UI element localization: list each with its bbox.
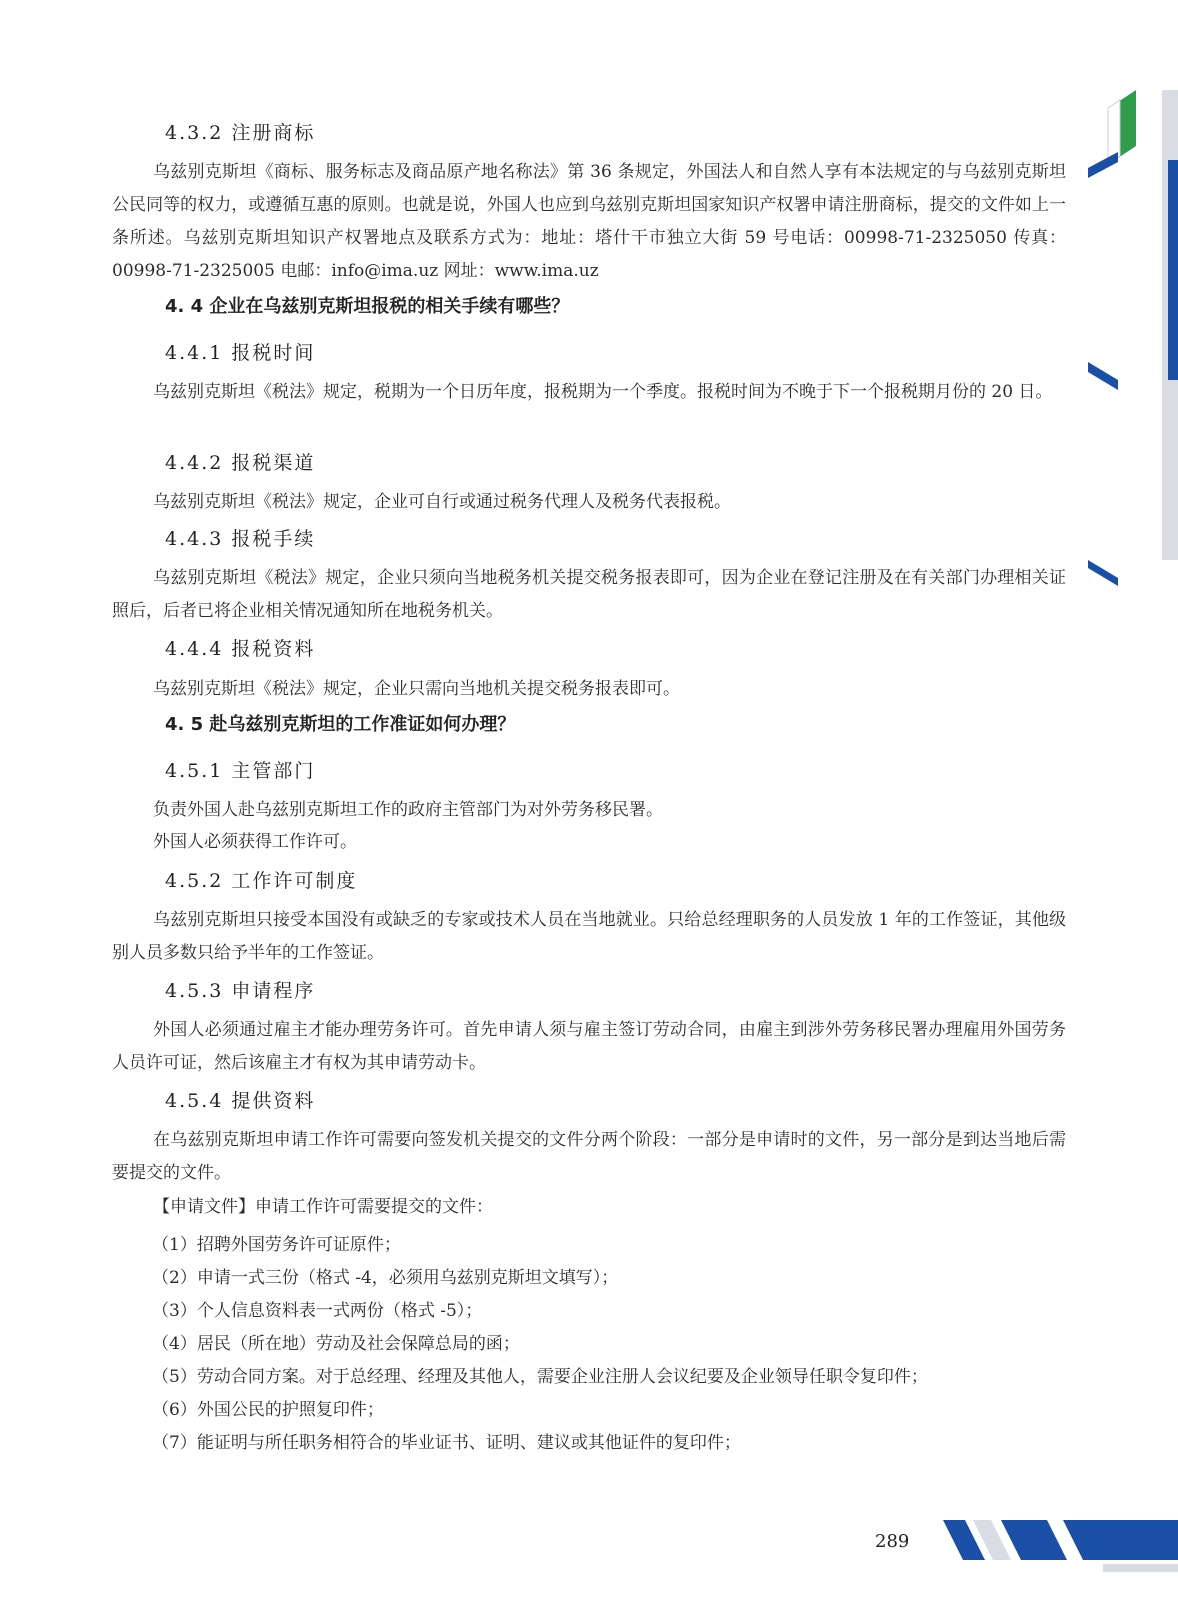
subheading-4-4-1: 4.4.1 报税时间 — [165, 342, 316, 364]
application-documents-intro: 【申请文件】申请工作许可需要提交的文件： — [153, 1197, 493, 1217]
paragraph-4-5-4: 在乌兹别克斯坦申请工作许可需要向签发机关提交的文件分两个阶段：一部分是申请时的文件，另一部分是到达当地后需要提交的文件。 — [112, 1130, 1066, 1183]
side-flag-green — [1118, 90, 1136, 158]
subheading-4-4-3: 4.4.3 报税手续 — [165, 528, 316, 550]
list-item-5: （5）劳动合同方案。对于总经理、经理及其他人，需要企业注册人会议纪要及企业领导任职令复印件； — [152, 1367, 928, 1387]
subheading-4-5-2: 4.5.2 工作许可制度 — [165, 870, 358, 892]
list-item-4: （4）居民（所在地）劳动及社会保障总局的函； — [152, 1334, 520, 1354]
side-slash-top — [1088, 152, 1118, 178]
paragraph-4-5-2: 乌兹别克斯坦只接受本国没有或缺乏的专家或技术人员在当地就业。只给总经理职务的人员发放 1 年的工作签证，其他级别人员多数只给予半年的工作签证。 — [112, 910, 1066, 963]
subheading-4-5-3: 4.5.3 申请程序 — [165, 980, 316, 1002]
list-item-7: （7）能证明与所任职务相符合的毕业证书、证明、建议或其他证件的复印件； — [152, 1433, 741, 1453]
list-item-1: （1）招聘外国劳务许可证原件； — [152, 1235, 401, 1255]
side-stripe-blue — [1168, 160, 1178, 380]
page-number: 289 — [875, 1531, 910, 1552]
side-slash-bottom — [1088, 560, 1118, 586]
subheading-4-4-4: 4.4.4 报税资料 — [165, 638, 316, 660]
side-slash-mid — [1088, 362, 1118, 390]
side-decoration — [1088, 90, 1178, 600]
paragraph-4-5-1-b: 外国人必须获得工作许可。 — [153, 832, 357, 852]
list-item-3: （3）个人信息资料表一式两份（格式 -5）； — [152, 1301, 483, 1321]
subheading-4-3-2: 4.3.2 注册商标 — [165, 122, 316, 144]
footer-decoration — [943, 1520, 1178, 1600]
paragraph-4-4-3: 乌兹别克斯坦《税法》规定，企业只须向当地税务机关提交税务报表即可，因为企业在登记注册及在有关部门办理相关证照后，后者已将企业相关情况通知所在地税务机关。 — [112, 568, 1066, 621]
footer-slash-3 — [1001, 1520, 1178, 1560]
paragraph-4-4-4: 乌兹别克斯坦《税法》规定，企业只需向当地机关提交税务报表即可。 — [153, 679, 680, 699]
list-item-6: （6）外国公民的护照复印件； — [152, 1400, 384, 1420]
subheading-4-5-1: 4.5.1 主管部门 — [165, 760, 316, 782]
paragraph-4-3-2: 乌兹别克斯坦《商标、服务标志及商品原产地名称法》第 36 条规定，外国法人和自然人享有本法规定的与乌兹别克斯坦公民同等的权力，或遵循互惠的原则。也就是说，外国人也应到乌兹别克斯坦国家知识产权署申请注册商标，提交的文件如上一条所述。乌兹别克斯坦知识产权署地点及联系方式为：地址：塔什干市独立大街 59 号电话：00998-71-2325050 传真：00998-71-2325005 电邮：info@ima.uz 网址：www.ima.uz — [112, 162, 1066, 281]
paragraph-4-4-1: 乌兹别克斯坦《税法》规定，税期为一个日历年度，报税期为一个季度。报税时间为不晚于下一个报税期月份的 20 日。 — [153, 382, 1053, 402]
section-heading-4-4: 4. 4 企业在乌兹别克斯坦报税的相关手续有哪些？ — [165, 296, 570, 317]
list-item-2: （2）申请一式三份（格式 -4，必须用乌兹别克斯坦文填写）； — [152, 1268, 619, 1288]
footer-base-gray — [1103, 1564, 1178, 1572]
paragraph-4-4-2: 乌兹别克斯坦《税法》规定，企业可自行或通过税务代理人及税务代表报税。 — [153, 492, 731, 512]
subheading-4-4-2: 4.4.2 报税渠道 — [165, 452, 316, 474]
paragraph-4-5-3: 外国人必须通过雇主才能办理劳务许可。首先申请人须与雇主签订劳动合同，由雇主到涉外劳务移民署办理雇用外国劳务人员许可证，然后该雇主才有权为其申请劳动卡。 — [112, 1020, 1066, 1073]
section-heading-4-5: 4. 5 赴乌兹别克斯坦的工作准证如何办理？ — [165, 714, 516, 735]
subheading-4-5-4: 4.5.4 提供资料 — [165, 1090, 316, 1112]
paragraph-4-5-1-a: 负责外国人赴乌兹别克斯坦工作的政府主管部门为对外劳务移民署。 — [153, 800, 663, 820]
